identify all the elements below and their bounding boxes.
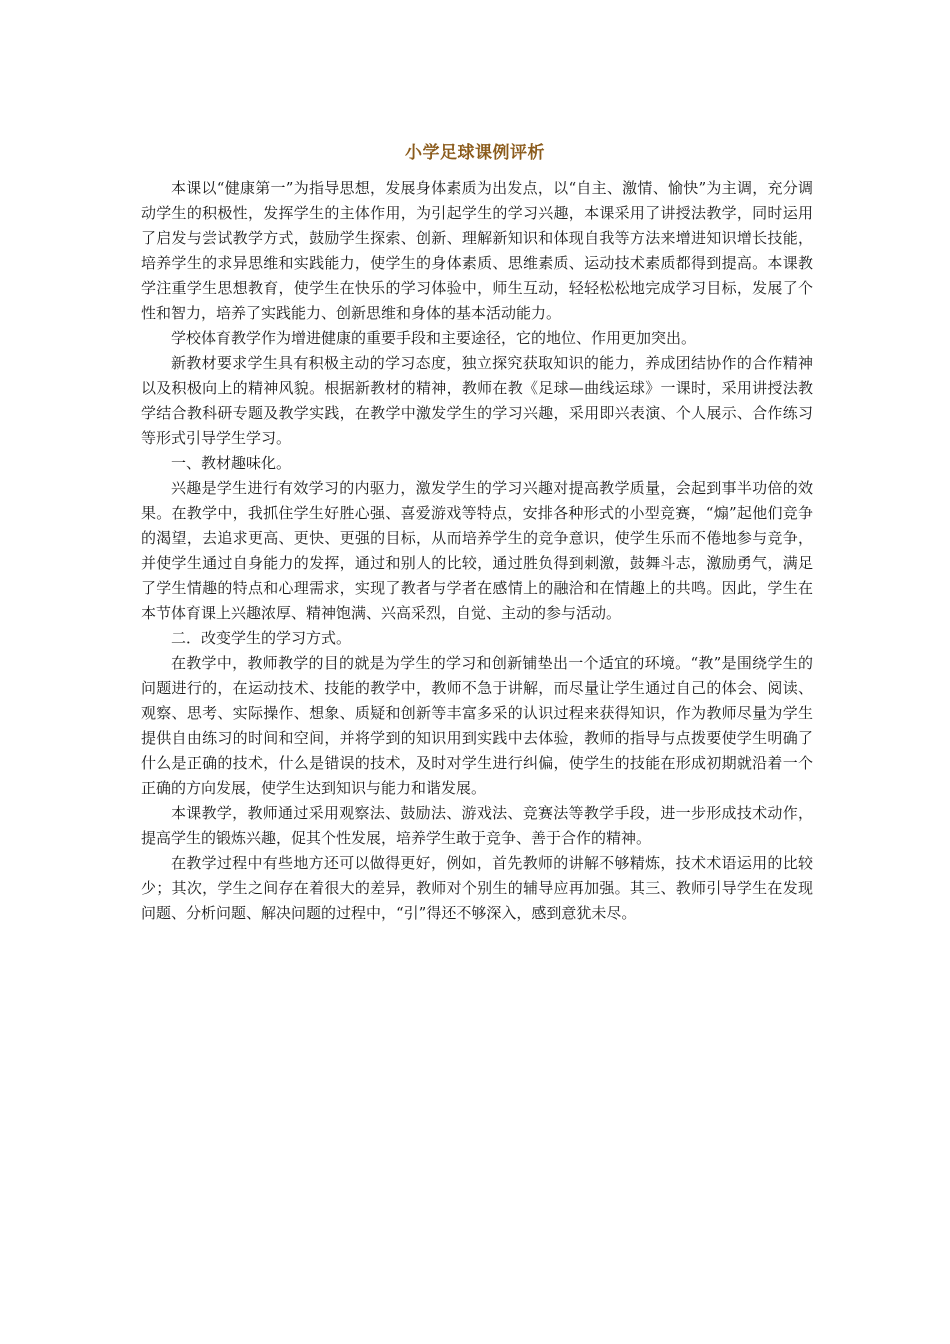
section-heading-2: 二．改变学生的学习方式。	[171, 629, 352, 647]
paragraph-teaching-goal: 在教学中，教师教学的目的就是为学生的学习和创新铺垫出一个适宜的环境。“教”是围绕学生的问题进行的，在运动技术、技能的教学中，教师不急于讲解，而尽量让学生通过自己的体会、阅读、观察、思考、实际操作、想象、质疑和创新等丰富多采的认识过程来获得知识，作为教师尽量为学生提供自由练习的时间和空间，并将学到的知识用到实践中去体验，教师的指导与点拨要使学生明确了什么是正确的技术，什么是错误的技术，及时对学生进行纠偏，使学生的技能在形成初期就沿着一个正确的方向发展，使学生达到知识与能力和谐发展。	[141, 654, 813, 797]
paragraph-methods: 本课教学，教师通过采用观察法、鼓励法、游戏法、竞赛法等教学手段，进一步形成技术动作，提高学生的锻炼兴趣，促其个性发展，培养学生敢于竞争、善于合作的精神。	[141, 804, 813, 847]
paragraph-pe-role: 学校体育教学作为增进健康的重要手段和主要途径，它的地位、作用更加突出。	[171, 329, 697, 347]
section-heading-1: 一、教材趣味化。	[171, 454, 292, 472]
paragraph-improvements: 在教学过程中有些地方还可以做得更好，例如，首先教师的讲解不够精炼，技术术语运用的比较少；其次，学生之间存在着很大的差异，教师对个别生的辅导应再加强。其三、教师引导学生在发现问题、分析问题、解决问题的过程中，“引”得还不够深入，感到意犹未尽。	[141, 854, 813, 922]
document-title: 小学足球课例评析	[405, 143, 545, 163]
document-body	[141, 176, 813, 926]
paragraph-new-textbook: 新教材要求学生具有积极主动的学习态度，独立探究获取知识的能力，养成团结协作的合作精神以及积极向上的精神风貌。根据新教材的精神，教师在教《足球—曲线运球》一课时，采用讲授法教学结合教科研专题及教学实践，在教学中激发学生的学习兴趣，采用即兴表演、个人展示、合作练习等形式引导学生学习。	[141, 354, 813, 447]
paragraph-interest: 兴趣是学生进行有效学习的内驱力，激发学生的学习兴趣对提高教学质量，会起到事半功倍的效果。在教学中，我抓住学生好胜心强、喜爱游戏等特点，安排各种形式的小型竞赛，“煽”起他们竞争的渴望，去追求更高、更快、更强的目标，从而培养学生的竞争意识，使学生乐而不倦地参与竞争，并使学生通过自身能力的发挥，通过和别人的比较，通过胜负得到刺激，鼓舞斗志，激励勇气，满足了学生情趣的特点和心理需求，实现了教者与学者在感情上的融洽和在情趣上的共鸣。因此，学生在本节体育课上兴趣浓厚、精神饱满、兴高采烈，自觉、主动的参与活动。	[141, 479, 813, 622]
paragraph-intro: 本课以“健康第一”为指导思想，发展身体素质为出发点，以“自主、激情、愉快”为主调，充分调动学生的积极性，发挥学生的主体作用，为引起学生的学习兴趣，本课采用了讲授法教学，同时运用了启发与尝试教学方式，鼓励学生探索、创新、理解新知识和体现自我等方法来增进知识增长技能，培养学生的求异思维和实践能力，使学生的身体素质、思维素质、运动技术素质都得到提高。本课教学注重学生思想教育，使学生在快乐的学习体验中，师生互动，轻轻松松地完成学习目标，发展了个性和智力，培养了实践能力、创新思维和身体的基本活动能力。	[141, 179, 813, 322]
